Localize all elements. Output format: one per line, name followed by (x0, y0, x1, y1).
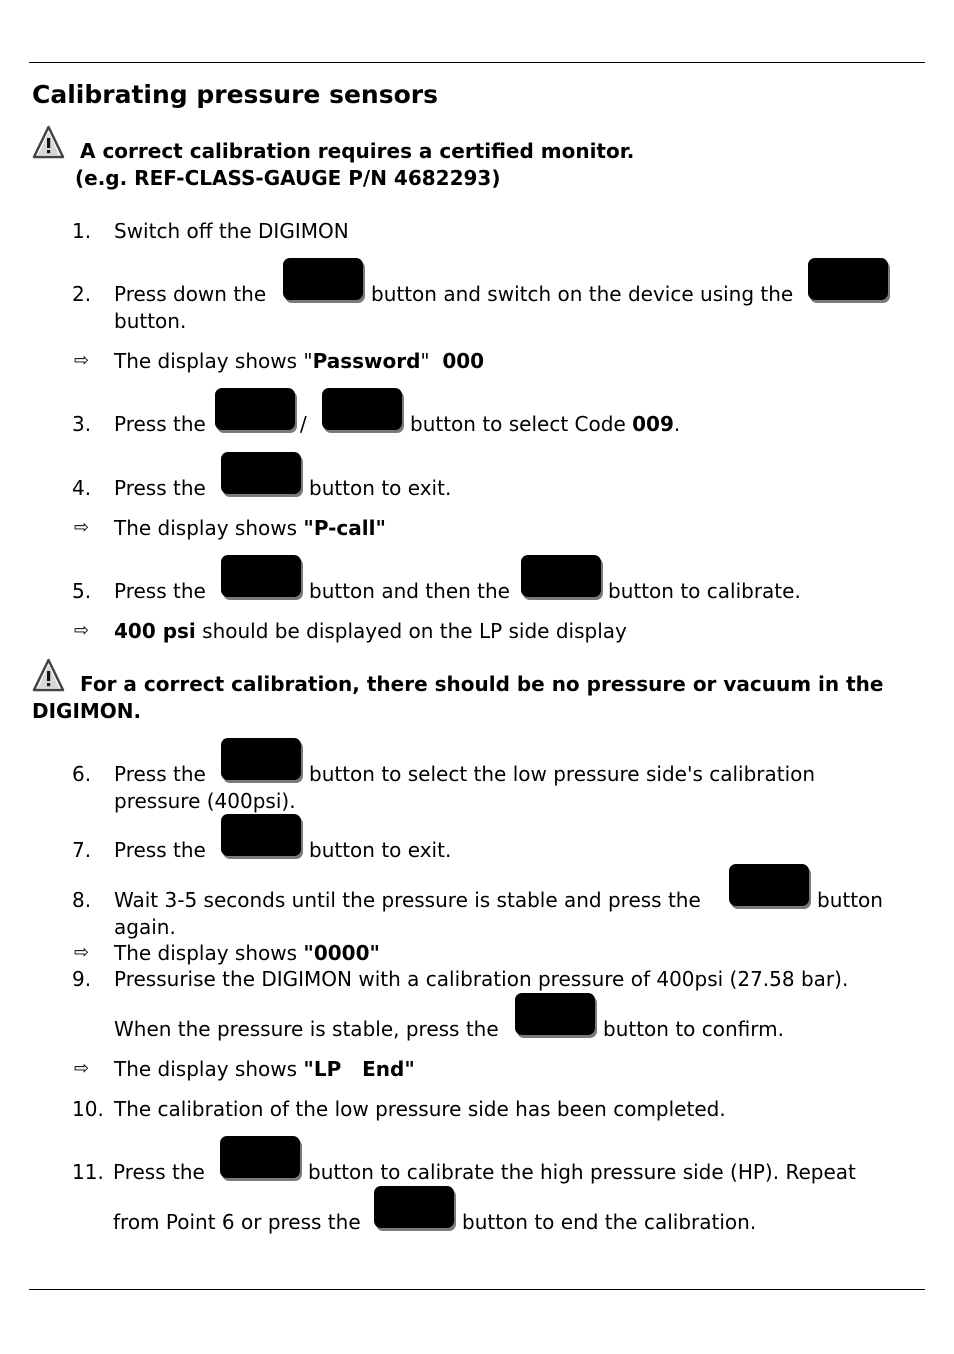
step-text: Press the (114, 762, 206, 786)
device-button[interactable] (521, 555, 601, 597)
step-text: button to exit. (309, 838, 452, 862)
step-text: / (300, 412, 307, 436)
device-button[interactable] (808, 258, 888, 300)
device-button[interactable] (374, 1186, 454, 1228)
warning-text-2: For a correct calibration, there should be no pressure or vacuum in the (80, 672, 884, 696)
step-number: 9. (72, 967, 92, 991)
device-button[interactable] (215, 388, 295, 430)
step-text: button to select Code 009. (410, 412, 681, 436)
result-text: The display shows "Password" 000 (114, 349, 485, 373)
result-text: The display shows "LP End" (114, 1057, 415, 1081)
result-text: The display shows "P-call" (114, 516, 386, 540)
result-arrow-icon: ⇨ (74, 1058, 90, 1079)
step-text: Pressurise the DIGIMON with a calibration pressure of 400psi (27.58 bar). (114, 967, 849, 991)
step-number: 4. (72, 476, 92, 500)
step-text: button to calibrate the high pressure side (HP). Repeat (308, 1160, 856, 1184)
step-text: Press the (114, 476, 206, 500)
step-text: from Point 6 or press the (113, 1210, 361, 1234)
step-number: 3. (72, 412, 92, 436)
step-text: button to confirm. (603, 1017, 784, 1041)
device-button[interactable] (221, 452, 301, 494)
step-text: again. (114, 915, 176, 939)
device-button[interactable] (283, 258, 363, 300)
result-arrow-icon: ⇨ (74, 620, 90, 641)
warning-text-1b: (e.g. REF-CLASS-GAUGE P/N 4682293) (75, 166, 501, 190)
step-text: The calibration of the low pressure side has been completed. (114, 1097, 726, 1121)
warning-icon (32, 658, 65, 692)
device-button[interactable] (221, 738, 301, 780)
step-text: Press down the (114, 282, 267, 306)
step-number: 8. (72, 888, 92, 912)
result-arrow-icon: ⇨ (74, 517, 90, 538)
step-text: When the pressure is stable, press the (114, 1017, 499, 1041)
device-button[interactable] (221, 814, 301, 856)
step-text: button (817, 888, 883, 912)
bottom-rule (29, 1289, 925, 1290)
result-text: 400 psi should be displayed on the LP side display (114, 619, 627, 643)
device-button[interactable] (322, 388, 402, 430)
result-text: The display shows "0000" (114, 941, 380, 965)
step-text: button to select the low pressure side's calibration (309, 762, 816, 786)
step-text: button to calibrate. (608, 579, 801, 603)
result-arrow-icon: ⇨ (74, 942, 90, 963)
page-title: Calibrating pressure sensors (32, 80, 438, 109)
result-arrow-icon: ⇨ (74, 350, 90, 371)
step-text: button and switch on the device using the (371, 282, 794, 306)
step-number: 7. (72, 838, 92, 862)
step-text: pressure (400psi). (114, 789, 296, 813)
device-button[interactable] (220, 1136, 300, 1178)
step-number: 10. (72, 1097, 104, 1121)
step-text: Switch off the DIGIMON (114, 219, 349, 243)
warning-icon (32, 125, 65, 159)
step-text: Press the (114, 412, 206, 436)
step-text: Press the (114, 579, 206, 603)
step-text: button to exit. (309, 476, 452, 500)
step-number: 5. (72, 579, 92, 603)
step-number: 11. (72, 1160, 104, 1184)
warning-text-1: A correct calibration requires a certified monitor. (80, 139, 635, 163)
step-text: Press the (114, 838, 206, 862)
step-text: button and then the (309, 579, 510, 603)
warning-text-2b: DIGIMON. (32, 699, 142, 723)
device-button[interactable] (221, 555, 301, 597)
top-rule (29, 62, 925, 63)
step-text: button to end the calibration. (462, 1210, 757, 1234)
step-number: 6. (72, 762, 92, 786)
step-number: 2. (72, 282, 92, 306)
device-button[interactable] (729, 864, 809, 906)
step-number: 1. (72, 219, 92, 243)
step-text: button. (114, 309, 187, 333)
step-text: Press the (113, 1160, 205, 1184)
step-text: Wait 3-5 seconds until the pressure is stable and press the (114, 888, 701, 912)
device-button[interactable] (515, 993, 595, 1035)
